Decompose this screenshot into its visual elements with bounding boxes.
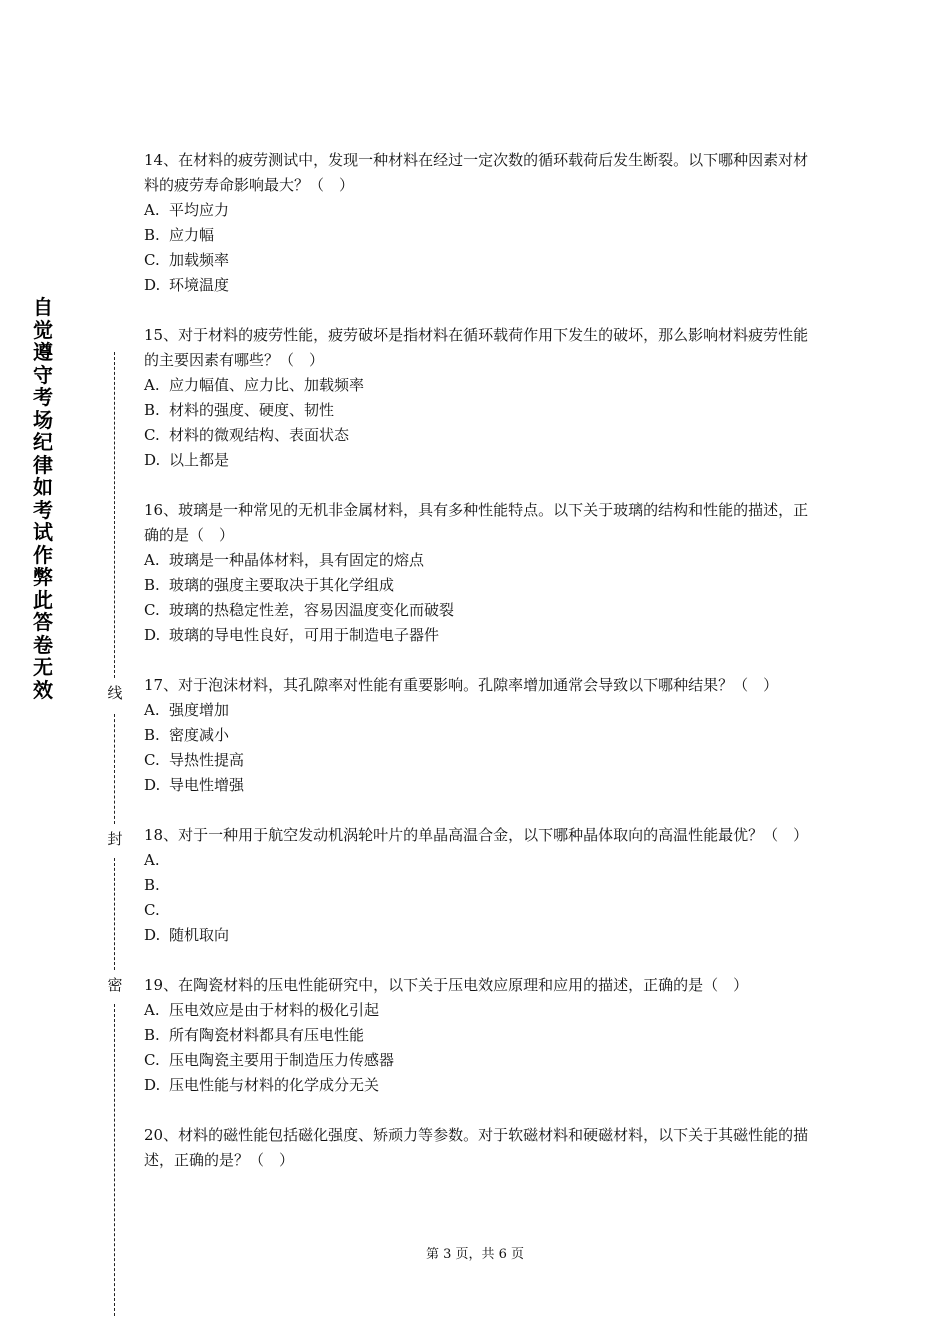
option-letter: B.: [144, 226, 160, 244]
option-letter: D.: [144, 776, 161, 794]
exam-discipline-notice: [30, 296, 56, 701]
question-block: [144, 973, 810, 1098]
option-letter: B.: [144, 576, 160, 594]
question-stem: 14、在材料的疲劳测试中，发现一种材料在经过一定次数的循环载荷后发生断裂。以下哪种因素对材料的疲劳寿命影响最大？（ ）: [144, 151, 809, 194]
option-list: [144, 548, 810, 648]
option-text: 随机取向: [169, 926, 230, 944]
answer-option: [144, 848, 810, 873]
option-letter: C.: [144, 601, 160, 619]
notice-char: 律: [33, 452, 53, 477]
option-letter: C.: [144, 251, 160, 269]
answer-option: [144, 1023, 810, 1048]
option-list: [144, 998, 810, 1098]
option-text: 压电性能与材料的化学成分无关: [169, 1076, 380, 1094]
notice-char: 试: [33, 520, 53, 544]
option-letter: A.: [144, 376, 160, 394]
answer-option: [144, 723, 810, 748]
answer-option: [144, 623, 810, 648]
question-stem: 19、在陶瓷材料的压电性能研究中，以下关于压电效应原理和应用的描述，正确的是（ ）: [144, 976, 749, 994]
option-letter: D.: [144, 926, 161, 944]
answer-option: [144, 748, 810, 773]
option-letter: C.: [144, 426, 160, 444]
option-letter: D.: [144, 1076, 161, 1094]
option-letter: D.: [144, 626, 161, 644]
page-footer: 第 3 页，共 6 页: [425, 1247, 525, 1262]
answer-option: [144, 1048, 810, 1073]
notice-char: 觉: [33, 317, 53, 342]
option-text: 密度减小: [169, 726, 230, 744]
question-block: [144, 673, 810, 798]
question-stem: 16、玻璃是一种常见的无机非金属材料，具有多种性能特点。以下关于玻璃的结构和性能的描述，正确的是（ ）: [144, 501, 809, 544]
question-block: [144, 148, 810, 298]
question-block: [144, 823, 810, 948]
option-letter: B.: [144, 726, 160, 744]
option-list: [144, 698, 810, 798]
option-text: 以上都是: [169, 451, 230, 469]
answer-option: [144, 448, 810, 473]
answer-option: [144, 198, 810, 223]
option-text: 所有陶瓷材料都具有压电性能: [169, 1026, 365, 1044]
option-letter: C.: [144, 751, 160, 769]
notice-char: 作: [33, 542, 53, 567]
option-text: 导电性增强: [169, 776, 245, 794]
binding-dashed-line: [114, 1004, 115, 1316]
answer-option: [144, 598, 810, 623]
option-text: 加载频率: [169, 251, 230, 269]
option-text: 平均应力: [169, 201, 230, 219]
option-letter: A.: [144, 201, 160, 219]
binding-dashed-line: [114, 858, 115, 970]
question-stem: 15、对于材料的疲劳性能，疲劳破坏是指材料在循环载荷作用下发生的破坏，那么影响材料疲劳性能的主要因素有哪些？（ ）: [144, 326, 809, 369]
option-text: 玻璃是一种晶体材料，具有固定的熔点: [169, 551, 425, 569]
question-stem: 20、材料的磁性能包括磁化强度、矫顽力等参数。对于软磁材料和硬磁材料，以下关于其磁性能的描述，正确的是？（ ）: [144, 1126, 809, 1169]
option-list: [144, 373, 810, 473]
binding-mark-secret: 密: [105, 976, 125, 994]
option-text: 玻璃的导电性良好，可用于制造电子器件: [169, 626, 440, 644]
binding-dashed-line: [114, 714, 115, 824]
option-text: 应力幅值、应力比、加载频率: [169, 376, 365, 394]
question-stem: 18、对于一种用于航空发动机涡轮叶片的单晶高温合金，以下哪种晶体取向的高温性能最优？（ ）: [144, 826, 809, 844]
notice-char: 答: [33, 610, 53, 634]
notice-char: 卷: [33, 632, 53, 657]
option-letter: C.: [144, 1051, 160, 1069]
question-block: [144, 498, 810, 648]
option-text: 导热性提高: [169, 751, 245, 769]
option-letter: A.: [144, 701, 160, 719]
question-block: [144, 1123, 810, 1173]
notice-char: 效: [33, 677, 53, 702]
binding-mark-line: 线: [105, 684, 125, 702]
answer-option: [144, 923, 810, 948]
option-letter: A.: [144, 851, 160, 869]
notice-char: 遵: [33, 340, 53, 364]
notice-char: 无: [33, 655, 53, 679]
option-text: 环境温度: [169, 276, 230, 294]
question-stem: 17、对于泡沫材料，其孔隙率对性能有重要影响。孔隙率增加通常会导致以下哪种结果？（ ）: [144, 676, 779, 694]
notice-char: 弊: [33, 565, 53, 589]
answer-option: [144, 548, 810, 573]
notice-char: 如: [33, 475, 53, 499]
answer-option: [144, 773, 810, 798]
notice-char: 考: [33, 497, 53, 522]
option-letter: A.: [144, 1001, 160, 1019]
binding-mark-seal: 封: [105, 830, 125, 848]
option-text: 玻璃的热稳定性差，容易因温度变化而破裂: [169, 601, 455, 619]
answer-option: [144, 373, 810, 398]
option-letter: C.: [144, 901, 160, 919]
notice-char: 自: [33, 295, 53, 319]
option-letter: D.: [144, 276, 161, 294]
question-block: [144, 323, 810, 473]
answer-option: [144, 898, 810, 923]
answer-option: [144, 248, 810, 273]
notice-char: 此: [33, 587, 53, 612]
option-text: 强度增加: [169, 701, 230, 719]
answer-option: [144, 273, 810, 298]
answer-option: [144, 998, 810, 1023]
option-text: 压电效应是由于材料的极化引起: [169, 1001, 380, 1019]
notice-char: 场: [33, 407, 53, 432]
binding-dashed-line: [114, 352, 115, 678]
option-list: [144, 198, 810, 298]
answer-option: [144, 223, 810, 248]
option-letter: A.: [144, 551, 160, 569]
answer-option: [144, 398, 810, 423]
notice-char: 纪: [33, 430, 53, 454]
option-letter: B.: [144, 401, 160, 419]
notice-char: 考: [33, 385, 53, 409]
option-text: 应力幅: [169, 226, 215, 244]
answer-option: [144, 573, 810, 598]
question-list: [144, 148, 810, 1198]
option-letter: D.: [144, 451, 161, 469]
answer-option: [144, 423, 810, 448]
answer-option: [144, 1073, 810, 1098]
answer-option: [144, 698, 810, 723]
notice-char: 守: [33, 362, 53, 387]
answer-option: [144, 873, 810, 898]
option-list: [144, 848, 810, 948]
option-text: 玻璃的强度主要取决于其化学组成: [169, 576, 395, 594]
option-text: 压电陶瓷主要用于制造压力传感器: [169, 1051, 395, 1069]
option-letter: B.: [144, 1026, 160, 1044]
option-text: 材料的微观结构、表面状态: [169, 426, 350, 444]
option-text: 材料的强度、硬度、韧性: [169, 401, 335, 419]
option-letter: B.: [144, 876, 160, 894]
